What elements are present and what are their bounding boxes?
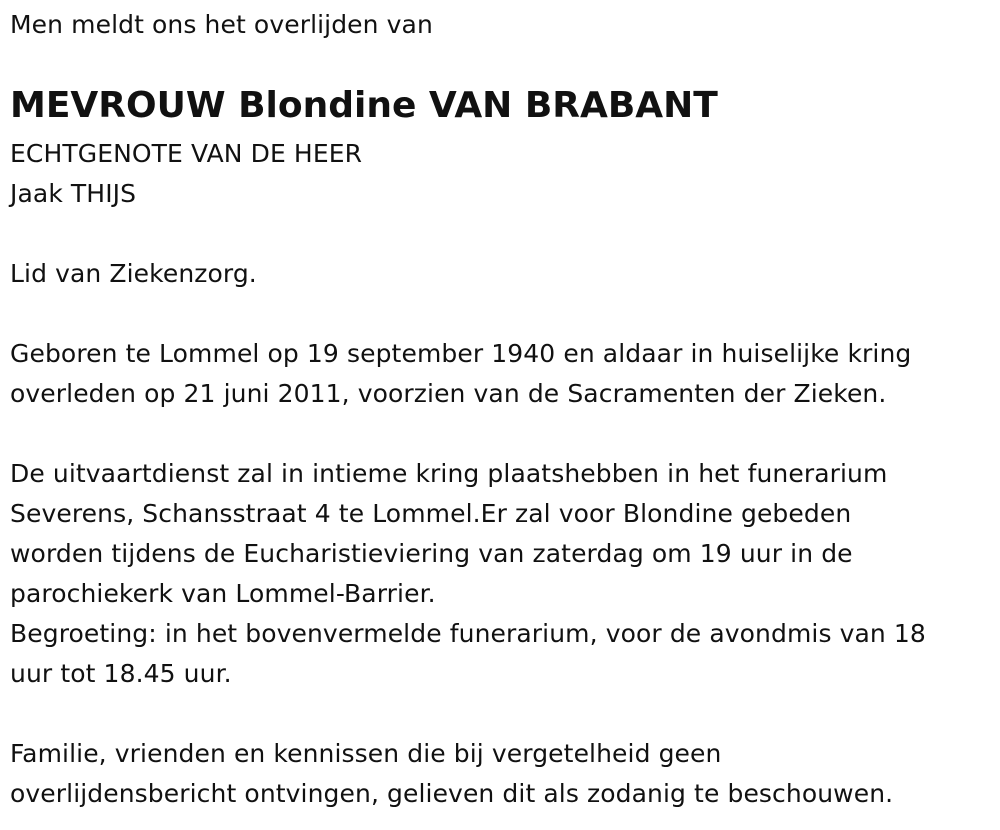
birth-death-paragraph	[10, 334, 911, 414]
paragraph-line: uur tot 18.45 uur.	[10, 659, 232, 688]
paragraph-line: Begroeting: in het bovenvermelde funerarium, voor de avondmis van 18	[10, 619, 926, 648]
funeral-paragraph	[10, 454, 926, 694]
paragraph-line: Severens, Schansstraat 4 te Lommel.Er zal voor Blondine gebeden	[10, 499, 852, 528]
deceased-name: MEVROUW Blondine VAN BRABANT	[10, 85, 718, 126]
membership-text: Lid van Ziekenzorg.	[10, 259, 257, 288]
intro-text: Men meldt ons het overlijden van	[10, 10, 433, 39]
paragraph-line: overlijdensbericht ontvingen, gelieven dit als zodanig te beschouwen.	[10, 779, 894, 808]
paragraph-line: Geboren te Lommel op 19 september 1940 en aldaar in huiselijke kring	[10, 339, 912, 368]
spouse-block	[10, 134, 362, 214]
paragraph-line: worden tijdens de Eucharistieviering van zaterdag om 19 uur in de	[10, 539, 853, 568]
paragraph-line: Familie, vrienden en kennissen die bij vergetelheid geen	[10, 739, 722, 768]
paragraph-line: De uitvaartdienst zal in intieme kring plaatshebben in het funerarium	[10, 459, 888, 488]
membership-block	[10, 254, 257, 294]
family-paragraph	[10, 734, 893, 814]
spouse-line: Jaak THIJS	[10, 179, 137, 208]
spouse-line: ECHTGENOTE VAN DE HEER	[10, 139, 363, 168]
paragraph-line: overleden op 21 juni 2011, voorzien van de Sacramenten der Zieken.	[10, 379, 887, 408]
paragraph-line: parochiekerk van Lommel-Barrier.	[10, 579, 436, 608]
